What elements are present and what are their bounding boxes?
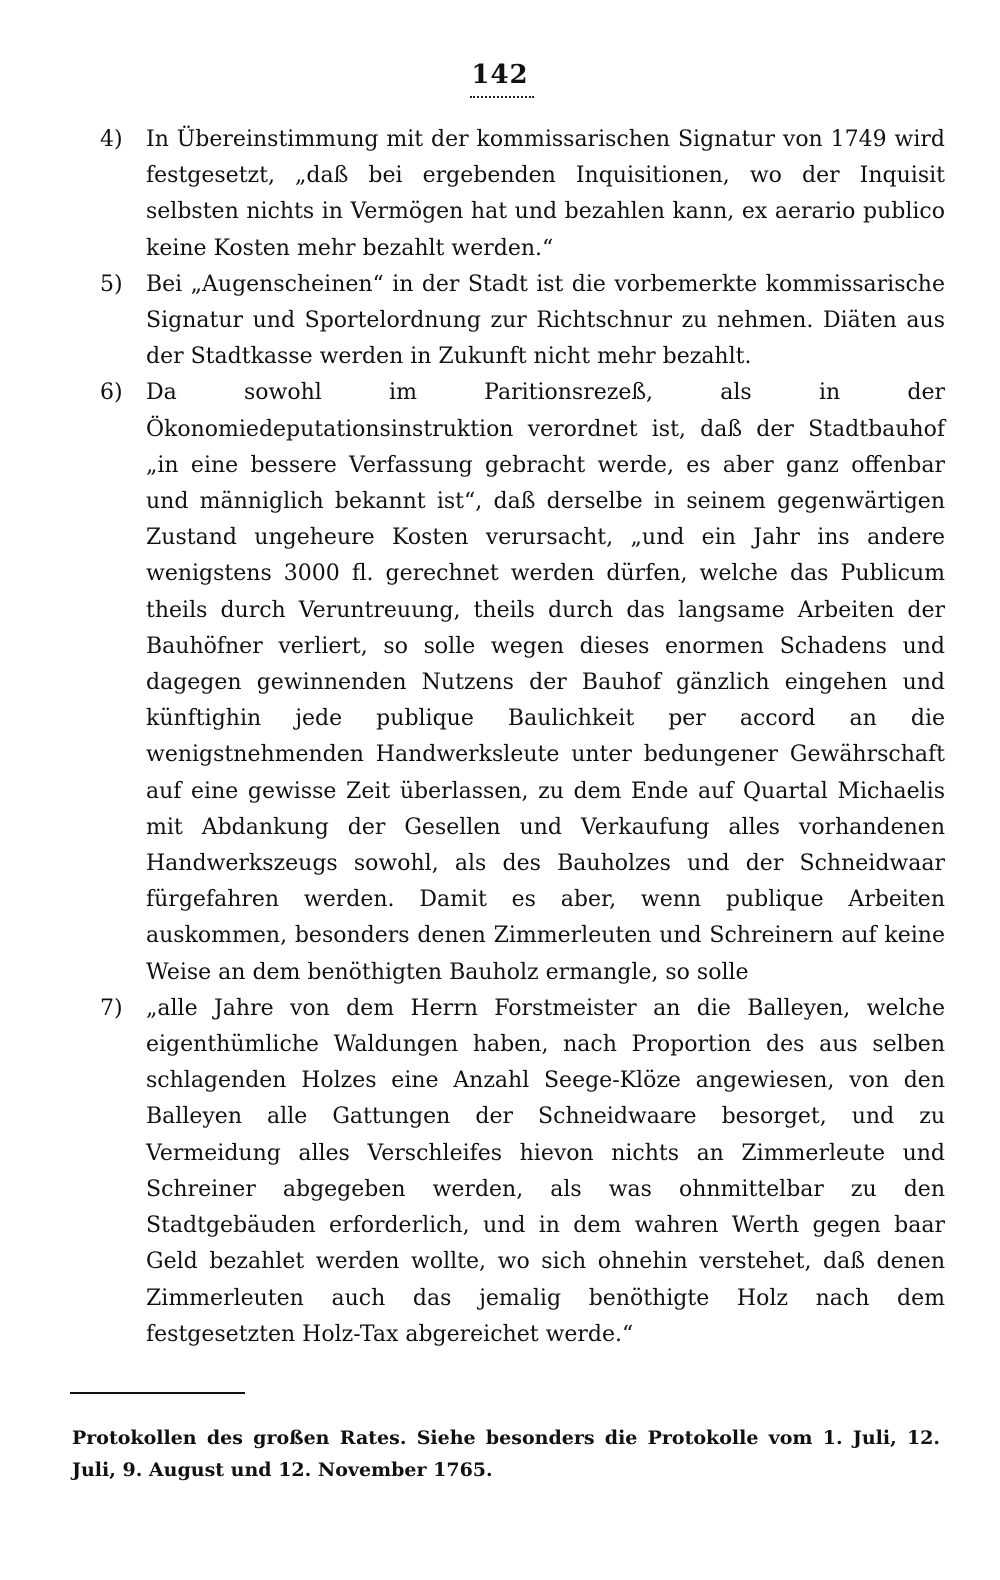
- item-text: In Übereinstimmung mit der kommissarischen Signatur von 1749 wird festgesetzt, „daß bei ergebenden Inquisitionen, wo der Inquisit selbsten nichts in Vermögen hat und bezahlen kann, ex aerario publico keine Kosten mehr bezahlt werden.“: [146, 127, 945, 261]
- page-number-ornament: [470, 96, 534, 100]
- footnote: Protokollen des großen Rates. Siehe besonders die Protokolle vom 1. Juli, 12. Juli, 9. August und 12. November 1765.: [72, 1427, 940, 1481]
- numbered-list: [100, 122, 945, 1353]
- footnote-separator: [70, 1392, 245, 1394]
- item-number: 4): [100, 127, 123, 152]
- item-text: Bei „Augenscheinen“ in der Stadt ist die vorbemerkte kommissarische Signatur und Sportelordnung zur Richtschnur zu nehmen. Diäten aus der Stadtkasse werden in Zukunft nicht mehr bezahlt.: [146, 271, 945, 370]
- list-item: [100, 375, 945, 990]
- item-number: 5): [100, 271, 123, 297]
- item-text: Da sowohl im Paritionsrezeß, als in der Ökonomiedeputationsinstruktion verordnet ist, daß der Stadtbauhof „in eine bessere Verfassung gebracht werde, es aber ganz offenbar und männiglich bekannt ist“, daß derselbe in seinem gegenwärtigen Zustand ungeheure Kosten verursacht, „und ein Jahr ins andere wenigstens 3000 fl. gerechnet werden dürfen, welche das Publicum theils durch Veruntreuung, theils durch das langsame Arbeiten der Bauhöfner verliert, so solle wegen dieses enormen Schadens und dagegen gewinnenden Nutzens der Bauhof gänzlich eingehen und künftighin jede publique Baulichkeit per accord an die wenigstnehmenden Handwerksleute unter bedungener Gewährschaft auf eine gewisse Zeit überlassen, zu dem Ende auf Quartal Michaelis mit Abdankung der Gesellen und Verkaufung alles vorhandenen Handwerkszeugs sowohl, als des Bauholzes und der Schneidwaar fürgefahren werden. Damit es aber, wenn publique Arbeiten auskommen, besonders denen Zimmerleuten und Schreinern auf keine Weise an dem benöthigten Bauholz ermangle, so solle: [146, 380, 945, 985]
- page-number: 142: [471, 60, 529, 90]
- list-item: [100, 122, 945, 267]
- item-text: „alle Jahre von dem Herrn Forstmeister an die Balleyen, welche eigenthümliche Waldungen haben, nach Proportion des aus selben schlagenden Holzes eine Anzahl Seege-Klöze angewiesen, von den Balleyen alle Gattungen der Schneidwaare besorget, und zu Vermeidung alles Verschleifes hievon nichts an Zimmerleute und Schreiner abgegeben werden, als was ohnmittelbar zu den Stadtgebäuden erforderlich, und in dem wahren Werth gegen baar Geld bezahlet werden wollte, wo sich ohnehin verstehet, daß denen Zimmerleuten auch das jemalig benöthigte Holz nach dem festgesetzten Holz-Tax abgereichet werde.“: [146, 995, 945, 1347]
- list-item: [100, 267, 945, 376]
- list-item: [100, 991, 945, 1353]
- item-number: 6): [100, 380, 123, 406]
- item-number: 7): [100, 995, 123, 1021]
